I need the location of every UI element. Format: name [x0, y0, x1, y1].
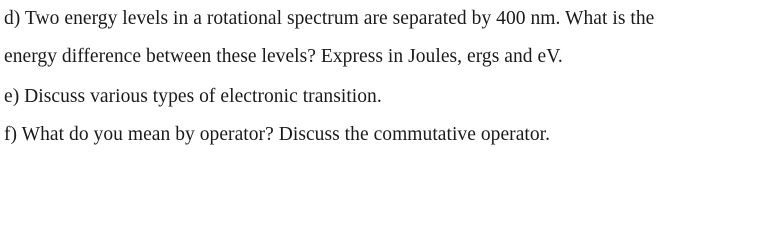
question-f-text: f) What do you mean by operator? Discuss the commutative operator.: [4, 124, 551, 145]
question-d-line-2: energy difference between these levels? Express in Joules, ergs and eV.: [4, 46, 563, 67]
question-d-line-1: d) Two energy levels in a rotational spectrum are separated by 400 nm. What is the: [4, 8, 655, 29]
question-e-text: e) Discuss various types of electronic transition.: [4, 86, 382, 107]
